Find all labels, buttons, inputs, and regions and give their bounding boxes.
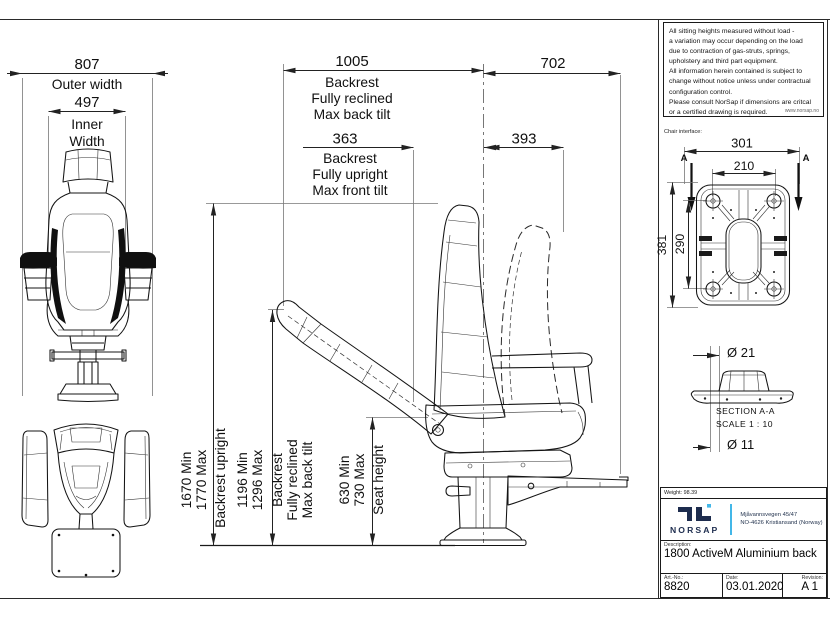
vdim-1770-max: 1770 Max bbox=[194, 449, 209, 511]
iface-dim-210: 210 bbox=[733, 159, 755, 173]
chair-interface-label: Chair interface: bbox=[664, 129, 702, 135]
brand-row bbox=[661, 499, 826, 541]
note-line: upholstery and third part equipment. bbox=[669, 58, 778, 66]
address-line-2: NO-4626 Kristiansand (Norway) bbox=[740, 519, 823, 526]
website-label: www.norsap.no bbox=[784, 108, 819, 114]
art-no-label: Art.-No.: bbox=[664, 575, 684, 581]
iface-dim-290: 290 bbox=[673, 233, 687, 255]
notes-box bbox=[663, 22, 824, 117]
dim-393-value: 393 bbox=[511, 130, 537, 148]
section-scale: SCALE 1 : 10 bbox=[716, 419, 773, 429]
dim-1005-value: 1005 bbox=[335, 53, 369, 70]
description-value: 1800 ActiveM Aluminium back bbox=[664, 548, 817, 560]
title-block bbox=[660, 487, 827, 598]
art-no-value: 8820 bbox=[664, 581, 690, 593]
vdim-730-max: 730 Max bbox=[352, 453, 367, 507]
vdim-1670-min: 1670 Min bbox=[179, 451, 194, 509]
side-view bbox=[179, 53, 628, 546]
dim-1005-label-1: Backrest bbox=[325, 75, 379, 90]
vdim-1196-min: 1196 Min bbox=[235, 452, 250, 508]
description-label: Description: bbox=[664, 542, 692, 548]
date-value: 03.01.2020 bbox=[726, 581, 784, 593]
dim-inner-width-label-1: Inner bbox=[71, 117, 103, 132]
dim-outer-width-label: Outer width bbox=[51, 77, 123, 92]
vdim-630-min: 630 Min bbox=[337, 455, 352, 505]
note-line: or a certified drawing is required. bbox=[669, 108, 768, 116]
side-view-chair bbox=[277, 205, 628, 546]
flange-section bbox=[691, 371, 793, 403]
dim-363-label-2: Fully upright bbox=[312, 167, 388, 182]
vdim-reclined-label-2: Fully reclined bbox=[285, 439, 300, 521]
note-line: configuration control. bbox=[669, 88, 733, 96]
vdim-1296-max: 1296 Max bbox=[250, 449, 265, 511]
section-marker-a-left: A bbox=[680, 153, 688, 164]
dim-363-label-3: Max front tilt bbox=[312, 183, 388, 198]
dim-363-label-1: Backrest bbox=[323, 151, 377, 166]
iface-dim-381: 381 bbox=[655, 234, 669, 256]
front-view-chair bbox=[20, 149, 156, 402]
vdim-seat-height-label: Seat height bbox=[371, 445, 386, 515]
dim-outer-width-value: 807 bbox=[74, 56, 100, 73]
footplate-bolts bbox=[58, 534, 115, 577]
description-row bbox=[661, 541, 826, 574]
top-view bbox=[22, 424, 150, 577]
section-dia-21: Ø 21 bbox=[727, 345, 756, 360]
brand-name: NORSAP bbox=[670, 525, 720, 535]
dim-1005-label-2: Fully reclined bbox=[311, 91, 393, 106]
note-line: change without notice unless under contractual bbox=[669, 78, 811, 86]
dim-702-value: 702 bbox=[540, 55, 566, 72]
dim-1005-label-3: Max back tilt bbox=[313, 107, 391, 122]
note-line: All sitting heights measured without load - bbox=[669, 28, 795, 35]
revision-value: A 1 bbox=[801, 581, 818, 593]
dim-inner-width-value: 497 bbox=[74, 94, 100, 111]
note-line: due to contraction of gas-struts, springs, bbox=[669, 48, 790, 56]
section-dia-11: Ø 11 bbox=[727, 437, 755, 452]
chair-interface-view bbox=[655, 136, 810, 308]
note-line: a variation may occur depending on the load bbox=[669, 38, 803, 46]
iface-dim-301: 301 bbox=[731, 135, 753, 151]
vdim-reclined-label-3: Max back tilt bbox=[300, 441, 315, 519]
revision-label: Revision: bbox=[801, 575, 823, 581]
section-aa-view bbox=[691, 345, 793, 452]
dim-inner-width-label-2: Width bbox=[69, 134, 105, 149]
vdim-upright-label: Backrest upright bbox=[213, 428, 228, 528]
date-label: Date: bbox=[726, 575, 739, 581]
logo-divider bbox=[730, 504, 732, 535]
art-no-cell bbox=[661, 574, 723, 597]
section-marker-a-right: A bbox=[802, 153, 810, 164]
interface-slots bbox=[699, 236, 787, 256]
norsap-logo-icon bbox=[677, 504, 713, 523]
note-line: All information herein contained is subject to bbox=[669, 68, 802, 76]
interface-plate bbox=[697, 185, 790, 305]
section-title: SECTION A-A bbox=[716, 406, 775, 416]
address-line-1: Mjåvannsvegen 45/47 bbox=[740, 511, 798, 518]
dim-363-value: 363 bbox=[332, 130, 358, 148]
revision-cell bbox=[783, 574, 826, 597]
weight-label: Weight: 98.39 bbox=[661, 488, 826, 499]
note-line: Please consult NorSap if dimensions are critcal bbox=[669, 98, 812, 106]
front-view bbox=[7, 56, 168, 402]
vdim-reclined-label-1: Backrest bbox=[270, 453, 285, 507]
date-cell bbox=[723, 574, 783, 597]
